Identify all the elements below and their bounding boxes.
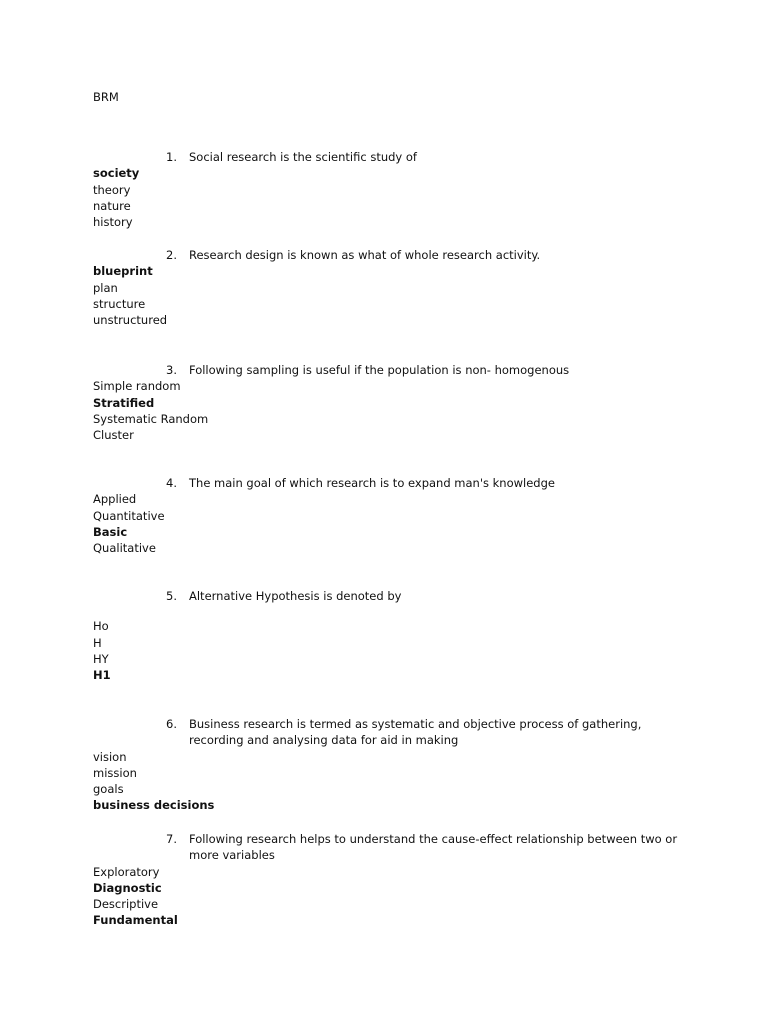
question-number: 5. — [166, 589, 177, 603]
question-text: Following sampling is useful if the population is non- homogenous — [189, 363, 570, 377]
answer-option: society — [93, 166, 140, 181]
question-1 — [0, 149, 768, 230]
answer-option: Systematic Random — [93, 411, 209, 426]
answer-option: nature — [93, 198, 131, 213]
answer-option: Quantitative — [93, 508, 165, 523]
answer-options — [93, 378, 768, 443]
question-text: Business research is termed as systematic and objective process of gathering, recording and analysing data for aid in making — [189, 717, 642, 748]
question-number: 3. — [166, 363, 177, 377]
answer-option: Simple random — [93, 379, 181, 394]
answer-options — [93, 165, 768, 230]
answer-option: goals — [93, 782, 124, 797]
spacer — [0, 604, 768, 618]
question-line — [0, 362, 768, 378]
question-text: Alternative Hypothesis is denoted by — [189, 589, 402, 603]
answer-option: HY — [93, 651, 109, 666]
answer-option: Fundamental — [93, 913, 178, 928]
answer-option: Ho — [93, 619, 109, 634]
answer-option: structure — [93, 296, 146, 311]
answer-option: Qualitative — [93, 541, 156, 556]
question-text: Following research helps to understand the cause-effect relationship between two or more variables — [189, 832, 678, 863]
question-line — [0, 247, 768, 263]
answer-options — [93, 864, 768, 929]
answer-option: H — [93, 635, 102, 650]
question-text: Social research is the scientific study of — [189, 150, 417, 164]
question-number: 4. — [166, 476, 177, 490]
question-5 — [0, 588, 768, 683]
question-number: 1. — [166, 150, 177, 164]
question-number: 2. — [166, 248, 177, 262]
answer-option: mission — [93, 765, 137, 780]
answer-option: Descriptive — [93, 897, 159, 912]
question-line — [0, 149, 768, 165]
answer-options — [93, 263, 768, 328]
answer-option: Basic — [93, 524, 128, 539]
answer-option: H1 — [93, 668, 111, 683]
answer-option: unstructured — [93, 313, 168, 328]
document-title: BRM — [93, 90, 119, 104]
answer-options — [93, 618, 768, 683]
answer-option: Applied — [93, 492, 137, 507]
answer-option: Exploratory — [93, 864, 160, 879]
question-4 — [0, 475, 768, 556]
question-text: The main goal of which research is to expand man's knowledge — [189, 476, 555, 490]
answer-option: business decisions — [93, 798, 215, 813]
question-6 — [0, 716, 768, 814]
answer-options — [93, 749, 768, 814]
question-3 — [0, 362, 768, 443]
answer-options — [93, 491, 768, 556]
answer-option: vision — [93, 749, 127, 764]
answer-option: Stratified — [93, 395, 155, 410]
answer-option: blueprint — [93, 264, 153, 279]
question-number: 6. — [166, 717, 177, 731]
answer-option: Cluster — [93, 428, 134, 443]
question-line — [0, 831, 768, 864]
answer-option: plan — [93, 280, 118, 295]
answer-option: theory — [93, 182, 131, 197]
question-line — [0, 716, 768, 749]
question-number: 7. — [166, 832, 177, 846]
question-2 — [0, 247, 768, 328]
answer-option: Diagnostic — [93, 880, 162, 895]
question-line — [0, 588, 768, 604]
question-text: Research design is known as what of whole research activity. — [189, 248, 541, 262]
question-7 — [0, 831, 768, 929]
question-line — [0, 475, 768, 491]
answer-option: history — [93, 215, 133, 230]
